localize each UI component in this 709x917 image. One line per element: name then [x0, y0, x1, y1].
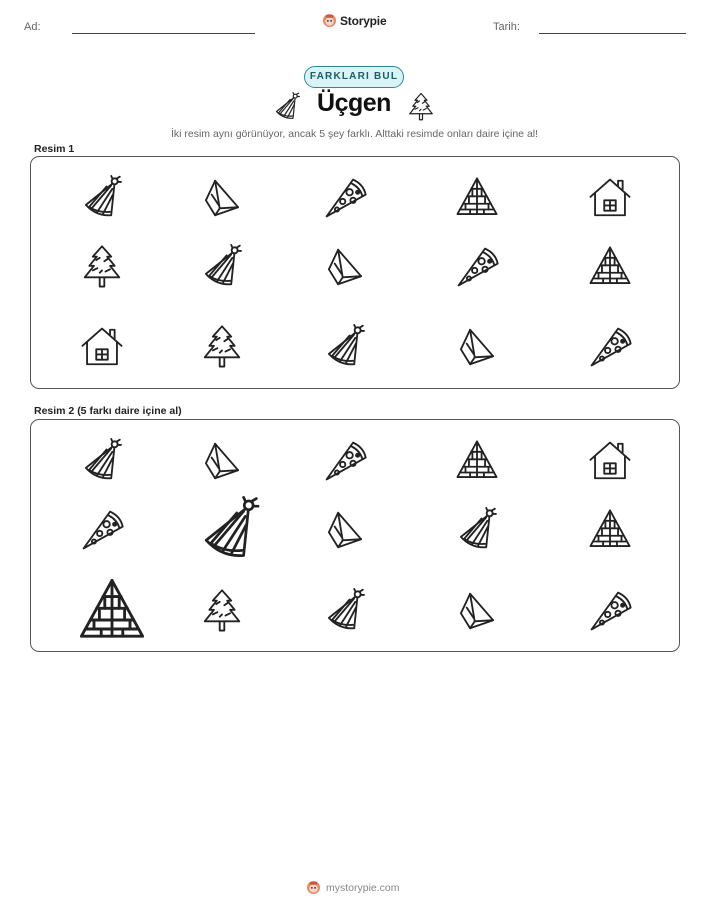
pizza-icon[interactable] [587, 588, 633, 634]
pyramid-icon [587, 244, 633, 290]
party-hat-icon [199, 244, 245, 290]
brand-name: Storypie [340, 13, 387, 28]
pyramid-icon[interactable] [454, 438, 500, 484]
section2-label: Resim 2 (5 farkı daire içine al) [34, 405, 182, 417]
napkin-icon[interactable] [322, 507, 368, 553]
tree-icon[interactable] [199, 588, 245, 634]
party-hat-icon [79, 175, 125, 221]
pizza-icon[interactable] [322, 438, 368, 484]
storypie-logo-icon [322, 13, 337, 28]
napkin-icon [199, 175, 245, 221]
napkin-icon[interactable] [199, 438, 245, 484]
page-title: Üçgen [317, 89, 391, 117]
pyramid-icon[interactable] [587, 507, 633, 553]
party-hat-icon[interactable] [454, 507, 500, 553]
napkin-icon[interactable] [454, 588, 500, 634]
napkin-icon [454, 324, 500, 370]
pizza-icon[interactable] [79, 507, 125, 553]
footer [306, 880, 400, 895]
instructions: İki resim aynı görünüyor, ancak 5 şey farklı. Alttaki resimde onları daire içine al! [170, 128, 539, 140]
pyramid-icon [454, 175, 500, 221]
pizza-icon [587, 324, 633, 370]
napkin-icon [322, 244, 368, 290]
pizza-icon [322, 175, 368, 221]
tree-icon [406, 92, 436, 122]
brand [322, 13, 386, 28]
house-icon[interactable] [587, 438, 633, 484]
house-icon [587, 175, 633, 221]
name-line[interactable] [72, 33, 255, 34]
party-hat-icon[interactable] [322, 588, 368, 634]
name-label: Ad: [24, 21, 41, 33]
date-label: Tarih: [493, 21, 520, 33]
worksheet-badge: FARKLARI BUL [304, 66, 404, 88]
party-hat-icon[interactable] [79, 438, 125, 484]
pyramid-icon[interactable] [76, 575, 148, 647]
footer-url: mystorypie.com [326, 881, 400, 894]
pizza-icon [454, 244, 500, 290]
tree-icon [199, 324, 245, 370]
party-hat-icon [272, 92, 302, 122]
storypie-logo-icon [306, 880, 321, 895]
tree-icon [79, 244, 125, 290]
date-line[interactable] [539, 33, 686, 34]
house-icon [79, 324, 125, 370]
section1-label: Resim 1 [34, 143, 75, 155]
party-hat-icon[interactable] [196, 496, 264, 564]
party-hat-icon [322, 324, 368, 370]
